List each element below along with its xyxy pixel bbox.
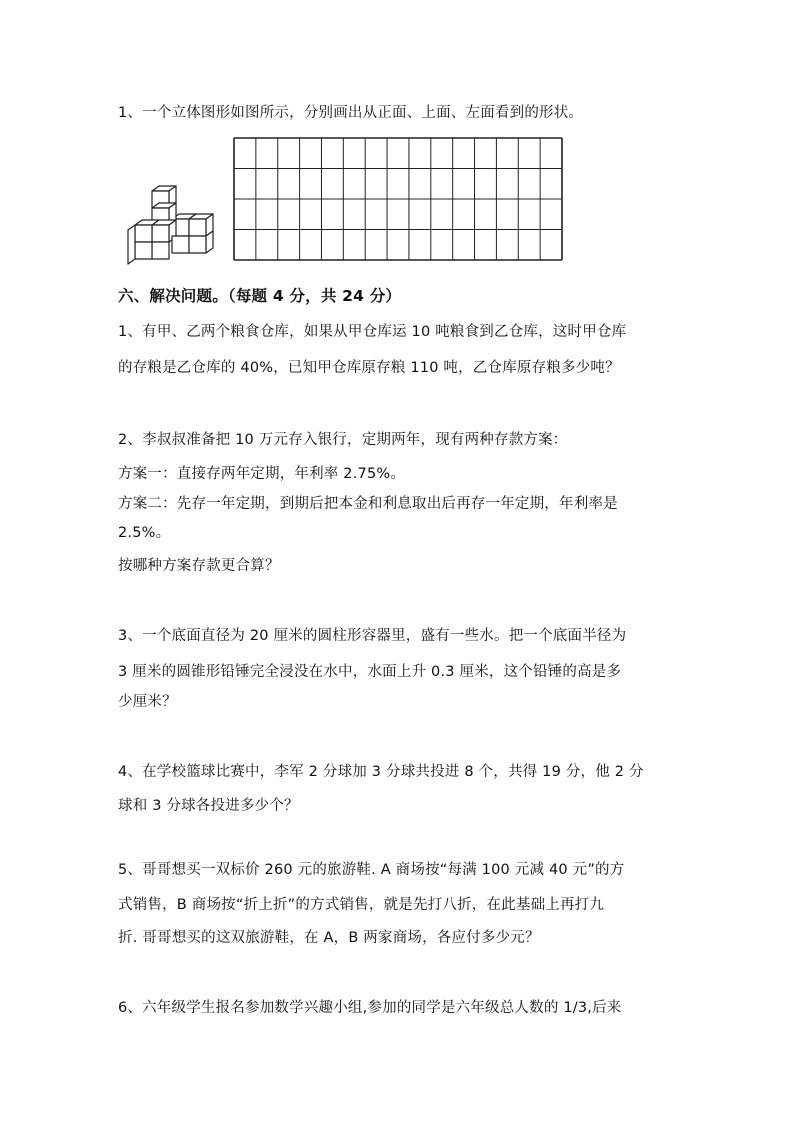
- problem-2-line: 按哪种方案存款更合算？: [118, 558, 280, 574]
- problem-2-line: 2.5%。: [118, 525, 171, 541]
- problem-3-line: 少厘米？: [118, 694, 177, 710]
- problem-6-line: 6、六年级学生报名参加数学兴趣小组,参加的同学是六年级总人数的 1/3,后来: [118, 1000, 622, 1016]
- problem-5-line: 折. 哥哥想买的这双旅游鞋，在 A，B 两家商场，各应付多少元？: [118, 930, 540, 946]
- problem-1-line: 1、有甲、乙两个粮食仓库，如果从甲仓库运 10 吨粮食到乙仓库，这时甲仓库: [118, 324, 627, 340]
- problem-2-line: 2、李叔叔准备把 10 万元存入银行，定期两年，现有两种存款方案：: [118, 432, 568, 448]
- section-heading: 六、解决问题。（每题 4 分，共 24 分）: [118, 287, 402, 305]
- problem-5-line: 式销售，B 商场按“折上折”的方式销售，就是先打八折，在此基础上再打九: [118, 897, 605, 913]
- problem-2-line: 方案一：直接存两年定期，年利率 2.75%。: [118, 466, 406, 482]
- problem-1-line: 的存粮是乙仓库的 40%，已知甲仓库原存粮 110 吨，乙仓库原存粮多少吨？: [118, 360, 620, 376]
- problem-3-line: 3 厘米的圆锥形铅锤完全浸没在水中，水面上升 0.3 厘米，这个铅锤的高是多: [118, 664, 622, 680]
- problem-5-line: 5、哥哥想买一双标价 260 元的旅游鞋. A 商场按“每满 100 元减 40 元”的方: [118, 862, 625, 878]
- answer-grid: [233, 137, 563, 261]
- problem-2-line: 方案二：先存一年定期，到期后把本金和利息取出后再存一年定期，年利率是: [118, 496, 618, 512]
- problem-4-line: 4、在学校篮球比赛中，李军 2 分球加 3 分球共投进 8 个，共得 19 分，他 2 分: [118, 764, 644, 780]
- problem-4-line: 球和 3 分球各投进多少个？: [118, 798, 299, 814]
- cube-figure: [123, 185, 218, 267]
- question-text: 1、一个立体图形如图所示，分别画出从正面、上面、左面看到的形状。: [118, 105, 584, 121]
- problem-3-line: 3、一个底面直径为 20 厘米的圆柱形容器里，盛有一些水。把一个底面半径为: [118, 628, 627, 644]
